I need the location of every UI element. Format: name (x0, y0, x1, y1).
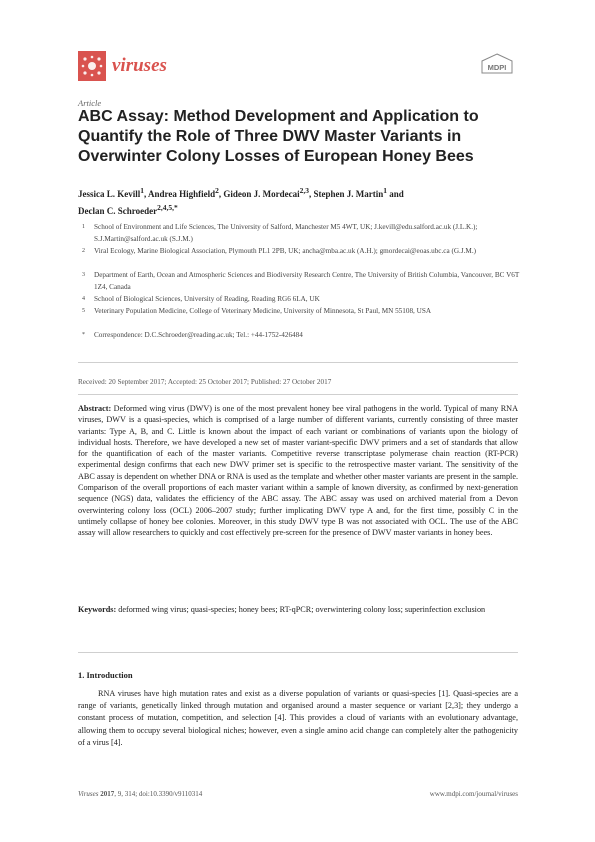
footer-url[interactable]: www.mdpi.com/journal/viruses (429, 790, 518, 798)
affiliation-text: Viral Ecology, Marine Biological Association, Plymouth PL1 2PB, UK; ancha@mba.ac.uk (A.H.); gmordecai@eoas.ubc.ca (G.J.M.) (94, 247, 477, 255)
keywords (78, 604, 518, 616)
journal-logo (78, 51, 167, 81)
divider (78, 394, 518, 395)
affiliation-item (82, 306, 534, 318)
abstract-label: Abstract: (78, 404, 112, 413)
affiliation-marker: * (82, 332, 85, 338)
footer-year: 2017 (100, 790, 115, 798)
virus-pattern-icon (78, 51, 106, 81)
article-type: Article (78, 98, 102, 108)
affiliation-marker: 5 (82, 308, 85, 314)
author-name: Andrea Highfield (148, 189, 216, 199)
affiliation-item (82, 270, 534, 293)
divider (78, 362, 518, 363)
mdpi-logo-label: MDPI (487, 63, 507, 72)
publication-dates: Received: 20 September 2017; Accepted: 25 October 2017; Published: 27 October 2017 (78, 378, 332, 386)
affiliation-item (82, 330, 534, 342)
affiliation-item (82, 246, 534, 258)
journal-name: viruses (112, 55, 167, 76)
keywords-label: Keywords: (78, 605, 117, 614)
author-list: Jessica L. Kevill$^1$, Andrea Highfield$^2$, Gideon J. Mordecai$^{2,3}$, Stephen J. Martin$^1$ and Declan C. Schroeder$^{2,4,5,*}$ (78, 186, 404, 216)
footer-citation (78, 790, 202, 798)
author-conjunction: and (389, 189, 404, 199)
author-name: Stephen J. Martin (313, 189, 384, 199)
footer-journal: Viruses (78, 790, 99, 798)
affiliation-text: Veterinary Population Medicine, College of Veterinary Medicine, University of Minnesota, St Paul, MN 55108, USA (94, 307, 432, 315)
author-affiliation-marker: 2 (215, 186, 219, 195)
author-affiliation-marker: 2,4,5,* (157, 203, 178, 212)
author-name: Declan C. Schroeder (78, 206, 158, 216)
section-heading: 1. Introduction (78, 670, 133, 680)
affiliation-marker: 4 (82, 296, 85, 302)
author-affiliation-marker: 2,3 (299, 186, 309, 195)
keywords-text: deformed wing virus; quasi-species; honey bees; RT-qPCR; overwintering colony loss; superinfection exclusion (118, 605, 486, 614)
author-affiliation-marker: 1 (383, 186, 387, 195)
affiliation-marker: 1 (82, 224, 85, 230)
affiliation-marker: 2 (82, 248, 85, 254)
affiliation-item (82, 222, 534, 245)
affiliation-marker: 3 (82, 272, 85, 278)
affiliation-item (82, 294, 534, 306)
intro-paragraph: RNA viruses have high mutation rates and exist as a diverse population of variants or quasi-species [1]. Quasi-species are a range of variants, genetically linked through mutation and organised around a master sequence or variant [2,3]; they undergo a constant process of mutation, competition, and selection [4]. This provides a cloud of variants with an evolutionary advantage, allowing them to occupy several biological niches; however, even a single amino acid change can completely alter the pathogenicity of a virus [4]. (78, 689, 518, 747)
abstract (78, 403, 518, 539)
affiliation-text: School of Biological Sciences, University of Reading, Reading RG6 6LA, UK (94, 295, 320, 303)
abstract-text: Deformed wing virus (DWV) is one of the most prevalent honey bee viral pathogens in the world. Typical of many RNA viruses, DWV is a quasi-species, which is comprised of a large number of different variants, currently consisting of three master variants: Type A, B, and C. Little is known about the impact of each variant or combinations of variants upon the biology of individual hosts. Therefore, we have developed a new set of master variant-specific DWV primers and a set of standards that allow for the quantification of each of the master variants. Competitive reverse transcriptase polymerase chain reaction (RT-PCR) experimental design confirms that each new DWV primer set is specific to the retrospective master variant. The sensitivity of the ABC assay is dependent on whether DNA or RNA is used as the template and whether other master variants are present in the sample. Comparison of the overall proportions of each master variant within a sample of known diversity, as confirmed by next-generation sequence (NGS) data, validates the efficiency of the ABC assay. The ABC assay was used on archived material from a Devon overwintering colony loss (OCL) 2006–2007 study; further implicating DWV type A and, for the first time, possibly C in the untimely collapse of honey bee colonies. Moreover, in this study DWV type B was not associated with OCL. The use of the ABC assay will allow researchers to quickly and cost effectively pre-screen for the presence of DWV master variants in honey bees. (78, 404, 519, 538)
affiliation-text: Department of Earth, Ocean and Atmospheric Sciences and Biodiversity Research Centre, The University of British Columbia, Vancouver, BC V6T 1Z4, Canada (94, 271, 520, 291)
affiliation-text: School of Environment and Life Sciences, The University of Salford, Manchester M5 4WT, UK; J.kevill@edu.salford.ac.uk (J.L.K.); S.J.Martin@salford.ac.uk (S.J.M.) (94, 223, 478, 243)
author-affiliation-marker: 1 (140, 186, 144, 195)
affiliation-text: Correspondence: D.C.Schroeder@reading.ac.uk; Tel.: +44-1752-426484 (94, 331, 303, 339)
paper-title: ABC Assay: Method Development and Application to Quantify the Role of Three DWV Master Variants in Overwinter Colony Losses of European Honey Bees (78, 108, 479, 165)
author-name: Gideon J. Mordecai (223, 189, 300, 199)
footer-citation-text: , 9, 314; doi:10.3390/v9110314 (114, 790, 203, 798)
mdpi-logo (480, 53, 514, 75)
divider (78, 652, 518, 653)
author-name: Jessica L. Kevill (78, 189, 141, 199)
